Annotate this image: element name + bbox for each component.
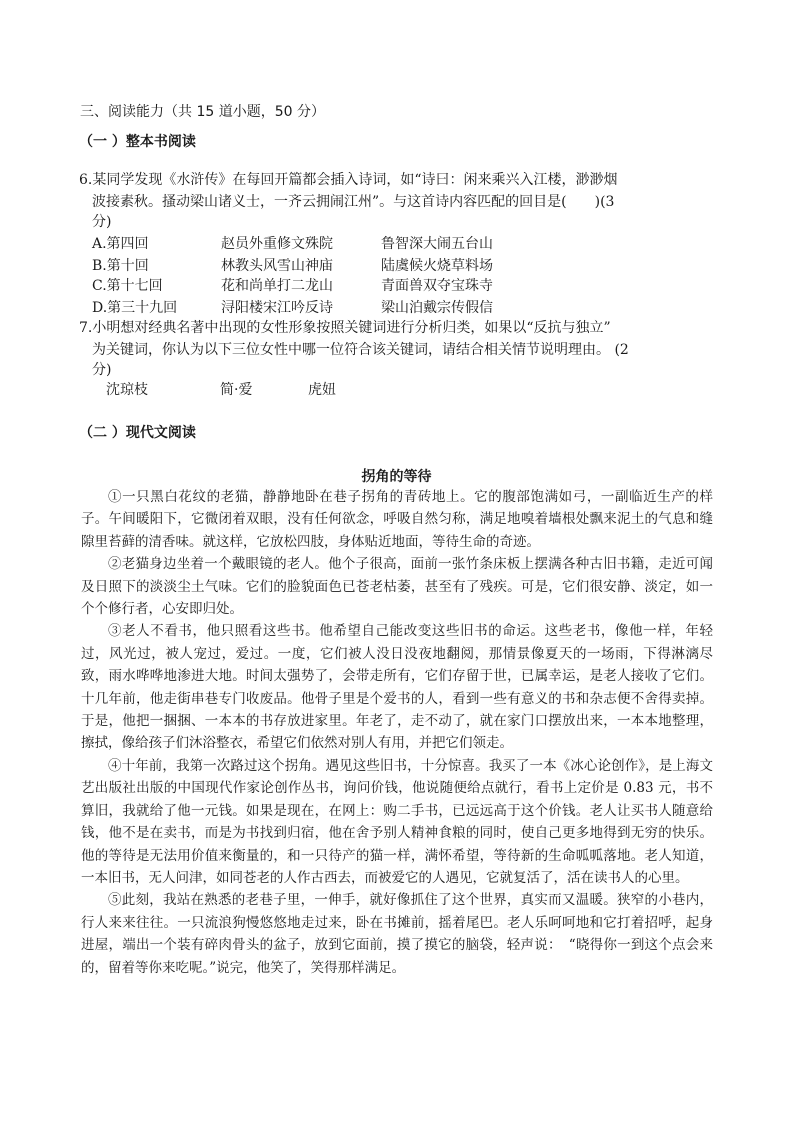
- article-paragraph-4: ④十年前，我第一次路过这个拐角。遇见这些旧书，十分惊喜。我买了一本《冰心论创作》，是上海文艺出版社出版的中国现代作家论创作丛书，询问价钱，他说随便给点就行，看书上定价是 0.83 元，书不算旧，我就给了他一元钱。如果是现在，在网上：购二手书，已远远高于这个价钱。老人让买书人随意给钱，他不是在卖书，而是为书找到归宿，他在舍予别人精神食粮的同时，使自己更多地得到无穷的快乐。他的等待是无法用价值来衡量的，和一只待产的猫一样，满怀希望，等待新的生命呱呱落地。老人知道，一本旧书，无人问津，如同苍老的人作古西去，而被爱它的人遇见，它就复活了，活在读书人的心里。: [81, 757, 713, 886]
- article-body: [81, 486, 713, 979]
- article-paragraph-5: ⑤此刻，我站在熟悉的老巷子里，一伸手，就好像抓住了这个世界，真实而又温暖。狭窄的小巷内，行人来来往往。一只流浪狗慢悠悠地走过来，卧在书摊前，摇着尾巴。老人乐呵呵地和它打着招呼，起身进屋，端出一个装有碎肉骨头的盆子，放到它面前，摸了摸它的脑袋，轻声说： “晓得你一到这个点会来的，留着等你来吃呢。”说完，他笑了，笑得那样满足。: [81, 892, 713, 976]
- option-label: A.第四回: [92, 236, 149, 252]
- part1-heading: （一 ）整本书阅读: [79, 134, 196, 150]
- option-chapter-right: 鲁智深大闹五台山: [381, 236, 493, 252]
- article-paragraph-2: ②老猫身边坐着一个戴眼镜的老人。他个子很高，面前一张竹条床板上摆满各种古旧书籍，走近可闻及日照下的淡淡尘土气味。它们的脸貌面色已苍老枯萎，甚至有了残疾。可是，它们很安静、淡定，如一个个修行者，心安即归处。: [81, 556, 713, 618]
- q7-line1: 7.小明想对经典名著中出现的女性形象按照关键词进行分析归类，如果以“反抗与独立”: [79, 320, 611, 336]
- q6-line2: 波接素秋。搔动梁山诸义士，一齐云拥闹江州”。与这首诗内容匹配的回目是( )(3: [92, 194, 615, 210]
- section-heading: 三、阅读能力（共 15 道小题，50 分）: [80, 104, 325, 120]
- name-shen-qiongzhi: 沈琼枝: [106, 382, 148, 398]
- option-label: B.第十回: [92, 258, 149, 274]
- option-chapter-right: 陆虞候火烧草料场: [381, 258, 493, 274]
- option-label: D.第三十九回: [92, 300, 178, 316]
- option-chapter-left: 赵员外重修文殊院: [221, 236, 333, 252]
- option-chapter-right: 青面兽双夺宝珠寺: [381, 278, 493, 294]
- q7-line3: 分): [92, 362, 112, 378]
- q6-line1: 6.某同学发现《水浒传》在每回开篇都会插入诗词，如“诗曰：闲来乘兴入江楼，渺渺烟: [79, 172, 618, 188]
- name-jane-eyre: 简·爱: [220, 382, 253, 398]
- article-title: 拐角的等待: [361, 469, 432, 485]
- article-paragraph-3: ③老人不看书，他只照看这些书。他希望自己能改变这些旧书的命运。这些老书，像他一样，年轻过，风光过，被人宠过，爱过。一度，它们被人没日没夜地翻阅，那情景像夏天的一场雨，下得淋漓尽致，雨水哗哗地渗进大地。时间太强势了，会带走所有，它们存留于世，已属幸运，是老人接收了它们。十几年前，他走街串巷专门收废品。他骨子里是个爱书的人，看到一些有意义的书和杂志便不舍得卖掉。于是，他把一捆捆、一本本的书存放进家里。年老了，走不动了，就在家门口摆放出来，一本本地整理，擦拭，像给孩子们沐浴整衣，希望它们依然对别人有用，并把它们领走。: [81, 623, 713, 752]
- option-chapter-right: 梁山泊戴宗传假信: [381, 300, 493, 316]
- option-chapter-left: 浔阳楼宋江吟反诗: [221, 300, 333, 316]
- article-paragraph-1: ①一只黑白花纹的老猫，静静地卧在巷子拐角的青砖地上。它的腹部饱满如弓，一副临近生产的样子。午间暖阳下，它微闭着双眼，没有任何欲念，呼吸自然匀称，满足地嗅着墙根处飘来泥土的气息和缝隙里苔藓的清香味。就这样，它放松四肢，身体贴近地面，等待生命的奇迹。: [81, 489, 713, 550]
- q6-line3: 分): [92, 214, 112, 230]
- option-chapter-left: 花和尚单打二龙山: [221, 278, 333, 294]
- option-label: C.第十七回: [92, 278, 163, 294]
- name-hu-niu: 虎妞: [308, 382, 336, 398]
- part2-heading: （二 ）现代文阅读: [79, 425, 196, 441]
- q7-line2: 为关键词，你认为以下三位女性中哪一位符合该关键词，请结合相关情节说明理由。 (2: [92, 342, 629, 358]
- option-chapter-left: 林教头风雪山神庙: [221, 258, 333, 274]
